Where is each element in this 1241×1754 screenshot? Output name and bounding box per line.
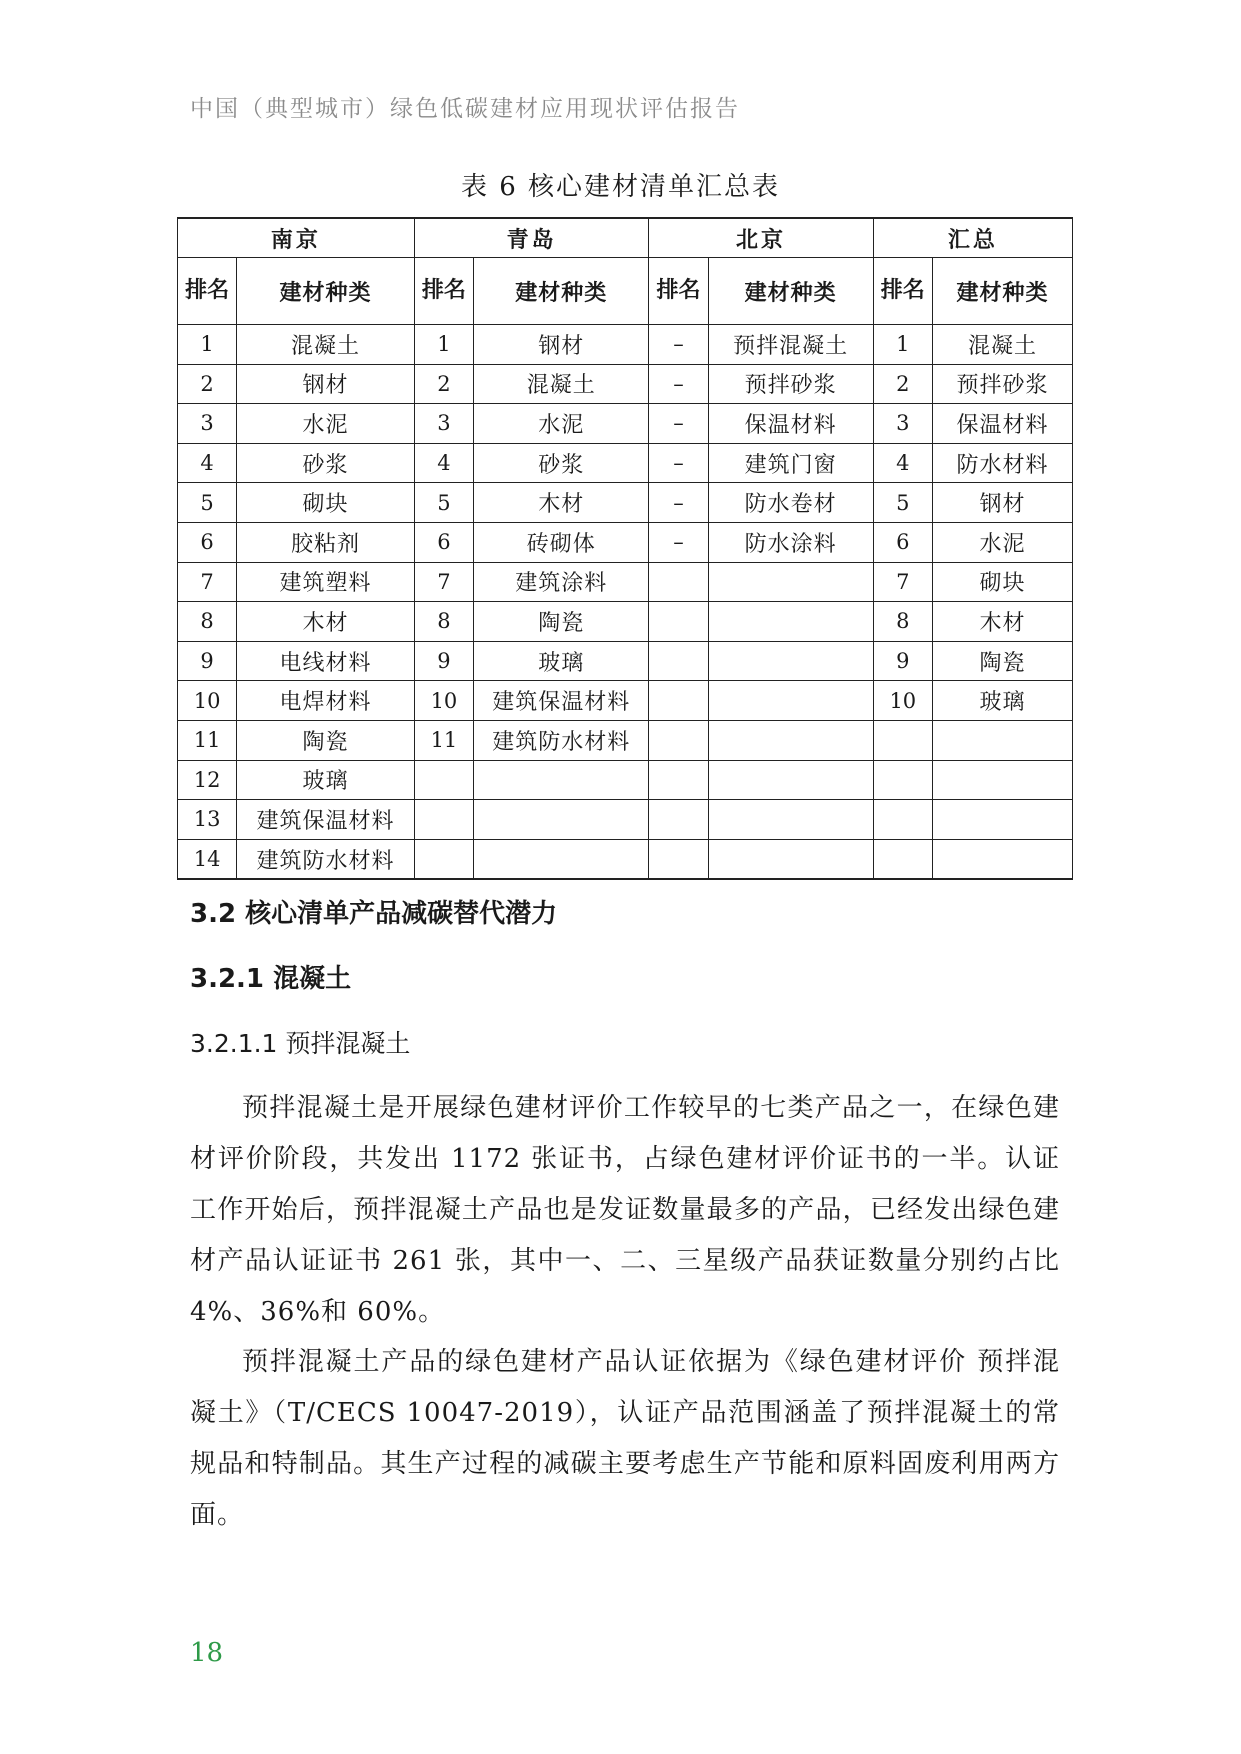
rank-cell [414, 760, 473, 800]
rank-cell: 6 [178, 522, 237, 562]
material-cell: 建筑塑料 [237, 562, 415, 602]
body-paragraph: 预拌混凝土是开展绿色建材评价工作较早的七类产品之一，在绿色建材评价阶段，共发出 1172 张证书，占绿色建材评价证书的一半。认证工作开始后，预拌混凝土产品也是发证数量最多的产品，已经发出绿色建材产品认证证书 261 张，其中一、二、三星级产品获证数量分别约占比 4%、36%和 60%。 [190, 1093, 1060, 1327]
rank-cell: 3 [178, 404, 237, 444]
material-cell: 钢材 [474, 325, 649, 365]
table-row [178, 443, 1073, 483]
rank-cell: 10 [178, 681, 237, 721]
subsection-heading: 3.2.1 混凝土 [190, 964, 352, 994]
material-cell: 保温材料 [708, 404, 873, 444]
material-cell: 水泥 [237, 404, 415, 444]
rank-cell: 11 [178, 720, 237, 760]
material-cell [708, 720, 873, 760]
material-cell [708, 562, 873, 602]
material-cell: 建筑涂料 [474, 562, 649, 602]
material-cell: 建筑保温材料 [237, 800, 415, 840]
page-number: 18 [190, 1638, 224, 1668]
rank-cell: 6 [414, 522, 473, 562]
table-row [178, 562, 1073, 602]
rank-cell [649, 800, 708, 840]
table-row [178, 839, 1073, 879]
material-cell: 防水卷材 [708, 483, 873, 523]
material-cell [474, 760, 649, 800]
body-paragraph: 预拌混凝土产品的绿色建材产品认证依据为《绿色建材评价 预拌混凝土》（T/CECS 10047-2019），认证产品范围涵盖了预拌混凝土的常规品和特制品。其生产过程的减碳主要考虑生产节能和原料固废利用两方面。 [190, 1347, 1060, 1530]
material-cell: 建筑防水材料 [474, 720, 649, 760]
rank-cell: 2 [873, 364, 932, 404]
rank-cell: 10 [873, 681, 932, 721]
rank-cell [649, 641, 708, 681]
rank-cell [873, 760, 932, 800]
rank-column-header: 排名 [178, 258, 237, 325]
table-row [178, 760, 1073, 800]
rank-cell: 7 [414, 562, 473, 602]
column-header-row [178, 258, 1073, 325]
rank-cell: 8 [178, 602, 237, 642]
rank-cell: 5 [873, 483, 932, 523]
city-header: 汇总 [873, 218, 1072, 258]
rank-cell: 9 [414, 641, 473, 681]
material-cell [708, 760, 873, 800]
rank-cell [649, 839, 708, 879]
material-cell: 电线材料 [237, 641, 415, 681]
table-row [178, 483, 1073, 523]
rank-column-header: 排名 [873, 258, 932, 325]
material-cell [932, 760, 1072, 800]
material-cell: 防水材料 [932, 443, 1072, 483]
rank-cell: 3 [414, 404, 473, 444]
rank-cell [414, 800, 473, 840]
material-cell: 混凝土 [237, 325, 415, 365]
rank-cell: 2 [414, 364, 473, 404]
rank-cell [873, 800, 932, 840]
running-header: 中国（典型城市）绿色低碳建材应用现状评估报告 [190, 96, 740, 122]
rank-cell: – [649, 443, 708, 483]
table-row [178, 404, 1073, 444]
rank-cell: 5 [414, 483, 473, 523]
rank-cell: 3 [873, 404, 932, 444]
core-materials-table [177, 217, 1073, 880]
material-cell: 混凝土 [474, 364, 649, 404]
material-cell: 砌块 [237, 483, 415, 523]
rank-cell: 4 [414, 443, 473, 483]
material-cell: 陶瓷 [474, 602, 649, 642]
material-cell: 钢材 [932, 483, 1072, 523]
material-cell: 水泥 [474, 404, 649, 444]
rank-cell: 7 [178, 562, 237, 602]
material-cell: 电焊材料 [237, 681, 415, 721]
material-cell: 防水涂料 [708, 522, 873, 562]
material-cell [708, 602, 873, 642]
rank-cell: 2 [178, 364, 237, 404]
rank-cell: – [649, 325, 708, 365]
rank-cell [649, 602, 708, 642]
rank-cell: 7 [873, 562, 932, 602]
rank-cell: 9 [873, 641, 932, 681]
material-cell: 胶粘剂 [237, 522, 415, 562]
type-column-header: 建材种类 [708, 258, 873, 325]
rank-cell: 5 [178, 483, 237, 523]
table-row [178, 641, 1073, 681]
rank-cell: 4 [178, 443, 237, 483]
section-heading: 3.2 核心清单产品减碳替代潜力 [190, 899, 558, 929]
material-cell: 预拌砂浆 [708, 364, 873, 404]
city-header-row [178, 218, 1073, 258]
rank-cell [649, 760, 708, 800]
material-cell: 砌块 [932, 562, 1072, 602]
rank-cell [873, 839, 932, 879]
rank-column-header: 排名 [414, 258, 473, 325]
table-body [178, 325, 1073, 880]
rank-cell: 14 [178, 839, 237, 879]
table-row [178, 325, 1073, 365]
table-row [178, 522, 1073, 562]
material-cell: 建筑防水材料 [237, 839, 415, 879]
material-cell: 陶瓷 [237, 720, 415, 760]
rank-cell: – [649, 522, 708, 562]
type-column-header: 建材种类 [932, 258, 1072, 325]
rank-cell [414, 839, 473, 879]
rank-cell: 1 [178, 325, 237, 365]
subsubsection-heading: 3.2.1.1 预拌混凝土 [190, 1029, 411, 1058]
rank-cell [873, 720, 932, 760]
rank-cell: 8 [414, 602, 473, 642]
rank-cell: 11 [414, 720, 473, 760]
material-cell [708, 681, 873, 721]
rank-cell: – [649, 364, 708, 404]
rank-column-header: 排名 [649, 258, 708, 325]
rank-cell: 9 [178, 641, 237, 681]
material-cell [474, 800, 649, 840]
rank-cell: – [649, 483, 708, 523]
rank-cell [649, 720, 708, 760]
material-cell: 玻璃 [474, 641, 649, 681]
material-cell: 陶瓷 [932, 641, 1072, 681]
rank-cell [649, 681, 708, 721]
material-cell: 混凝土 [932, 325, 1072, 365]
table-row [178, 364, 1073, 404]
material-cell: 预拌混凝土 [708, 325, 873, 365]
material-cell: 水泥 [932, 522, 1072, 562]
material-cell [932, 839, 1072, 879]
table-row [178, 602, 1073, 642]
city-header: 南京 [178, 218, 415, 258]
type-column-header: 建材种类 [474, 258, 649, 325]
material-cell [932, 800, 1072, 840]
rank-cell: 1 [873, 325, 932, 365]
table-caption: 表 6 核心建材清单汇总表 [460, 172, 781, 202]
rank-cell: 13 [178, 800, 237, 840]
rank-cell: – [649, 404, 708, 444]
material-cell [474, 839, 649, 879]
rank-cell: 12 [178, 760, 237, 800]
rank-cell: 1 [414, 325, 473, 365]
rank-cell [649, 562, 708, 602]
type-column-header: 建材种类 [237, 258, 415, 325]
table-row [178, 800, 1073, 840]
material-cell [708, 839, 873, 879]
material-cell [708, 800, 873, 840]
city-header: 青岛 [414, 218, 649, 258]
material-cell: 玻璃 [237, 760, 415, 800]
material-cell: 钢材 [237, 364, 415, 404]
rank-cell: 8 [873, 602, 932, 642]
material-cell [932, 720, 1072, 760]
material-cell: 建筑保温材料 [474, 681, 649, 721]
material-cell: 建筑门窗 [708, 443, 873, 483]
material-cell: 预拌砂浆 [932, 364, 1072, 404]
rank-cell: 6 [873, 522, 932, 562]
rank-cell: 4 [873, 443, 932, 483]
material-cell: 砂浆 [474, 443, 649, 483]
material-cell: 玻璃 [932, 681, 1072, 721]
table-row [178, 720, 1073, 760]
material-cell: 木材 [932, 602, 1072, 642]
material-cell: 砂浆 [237, 443, 415, 483]
material-cell: 砖砌体 [474, 522, 649, 562]
material-cell: 木材 [474, 483, 649, 523]
material-cell: 保温材料 [932, 404, 1072, 444]
city-header: 北京 [649, 218, 873, 258]
material-cell [708, 641, 873, 681]
material-cell: 木材 [237, 602, 415, 642]
rank-cell: 10 [414, 681, 473, 721]
table-row [178, 681, 1073, 721]
